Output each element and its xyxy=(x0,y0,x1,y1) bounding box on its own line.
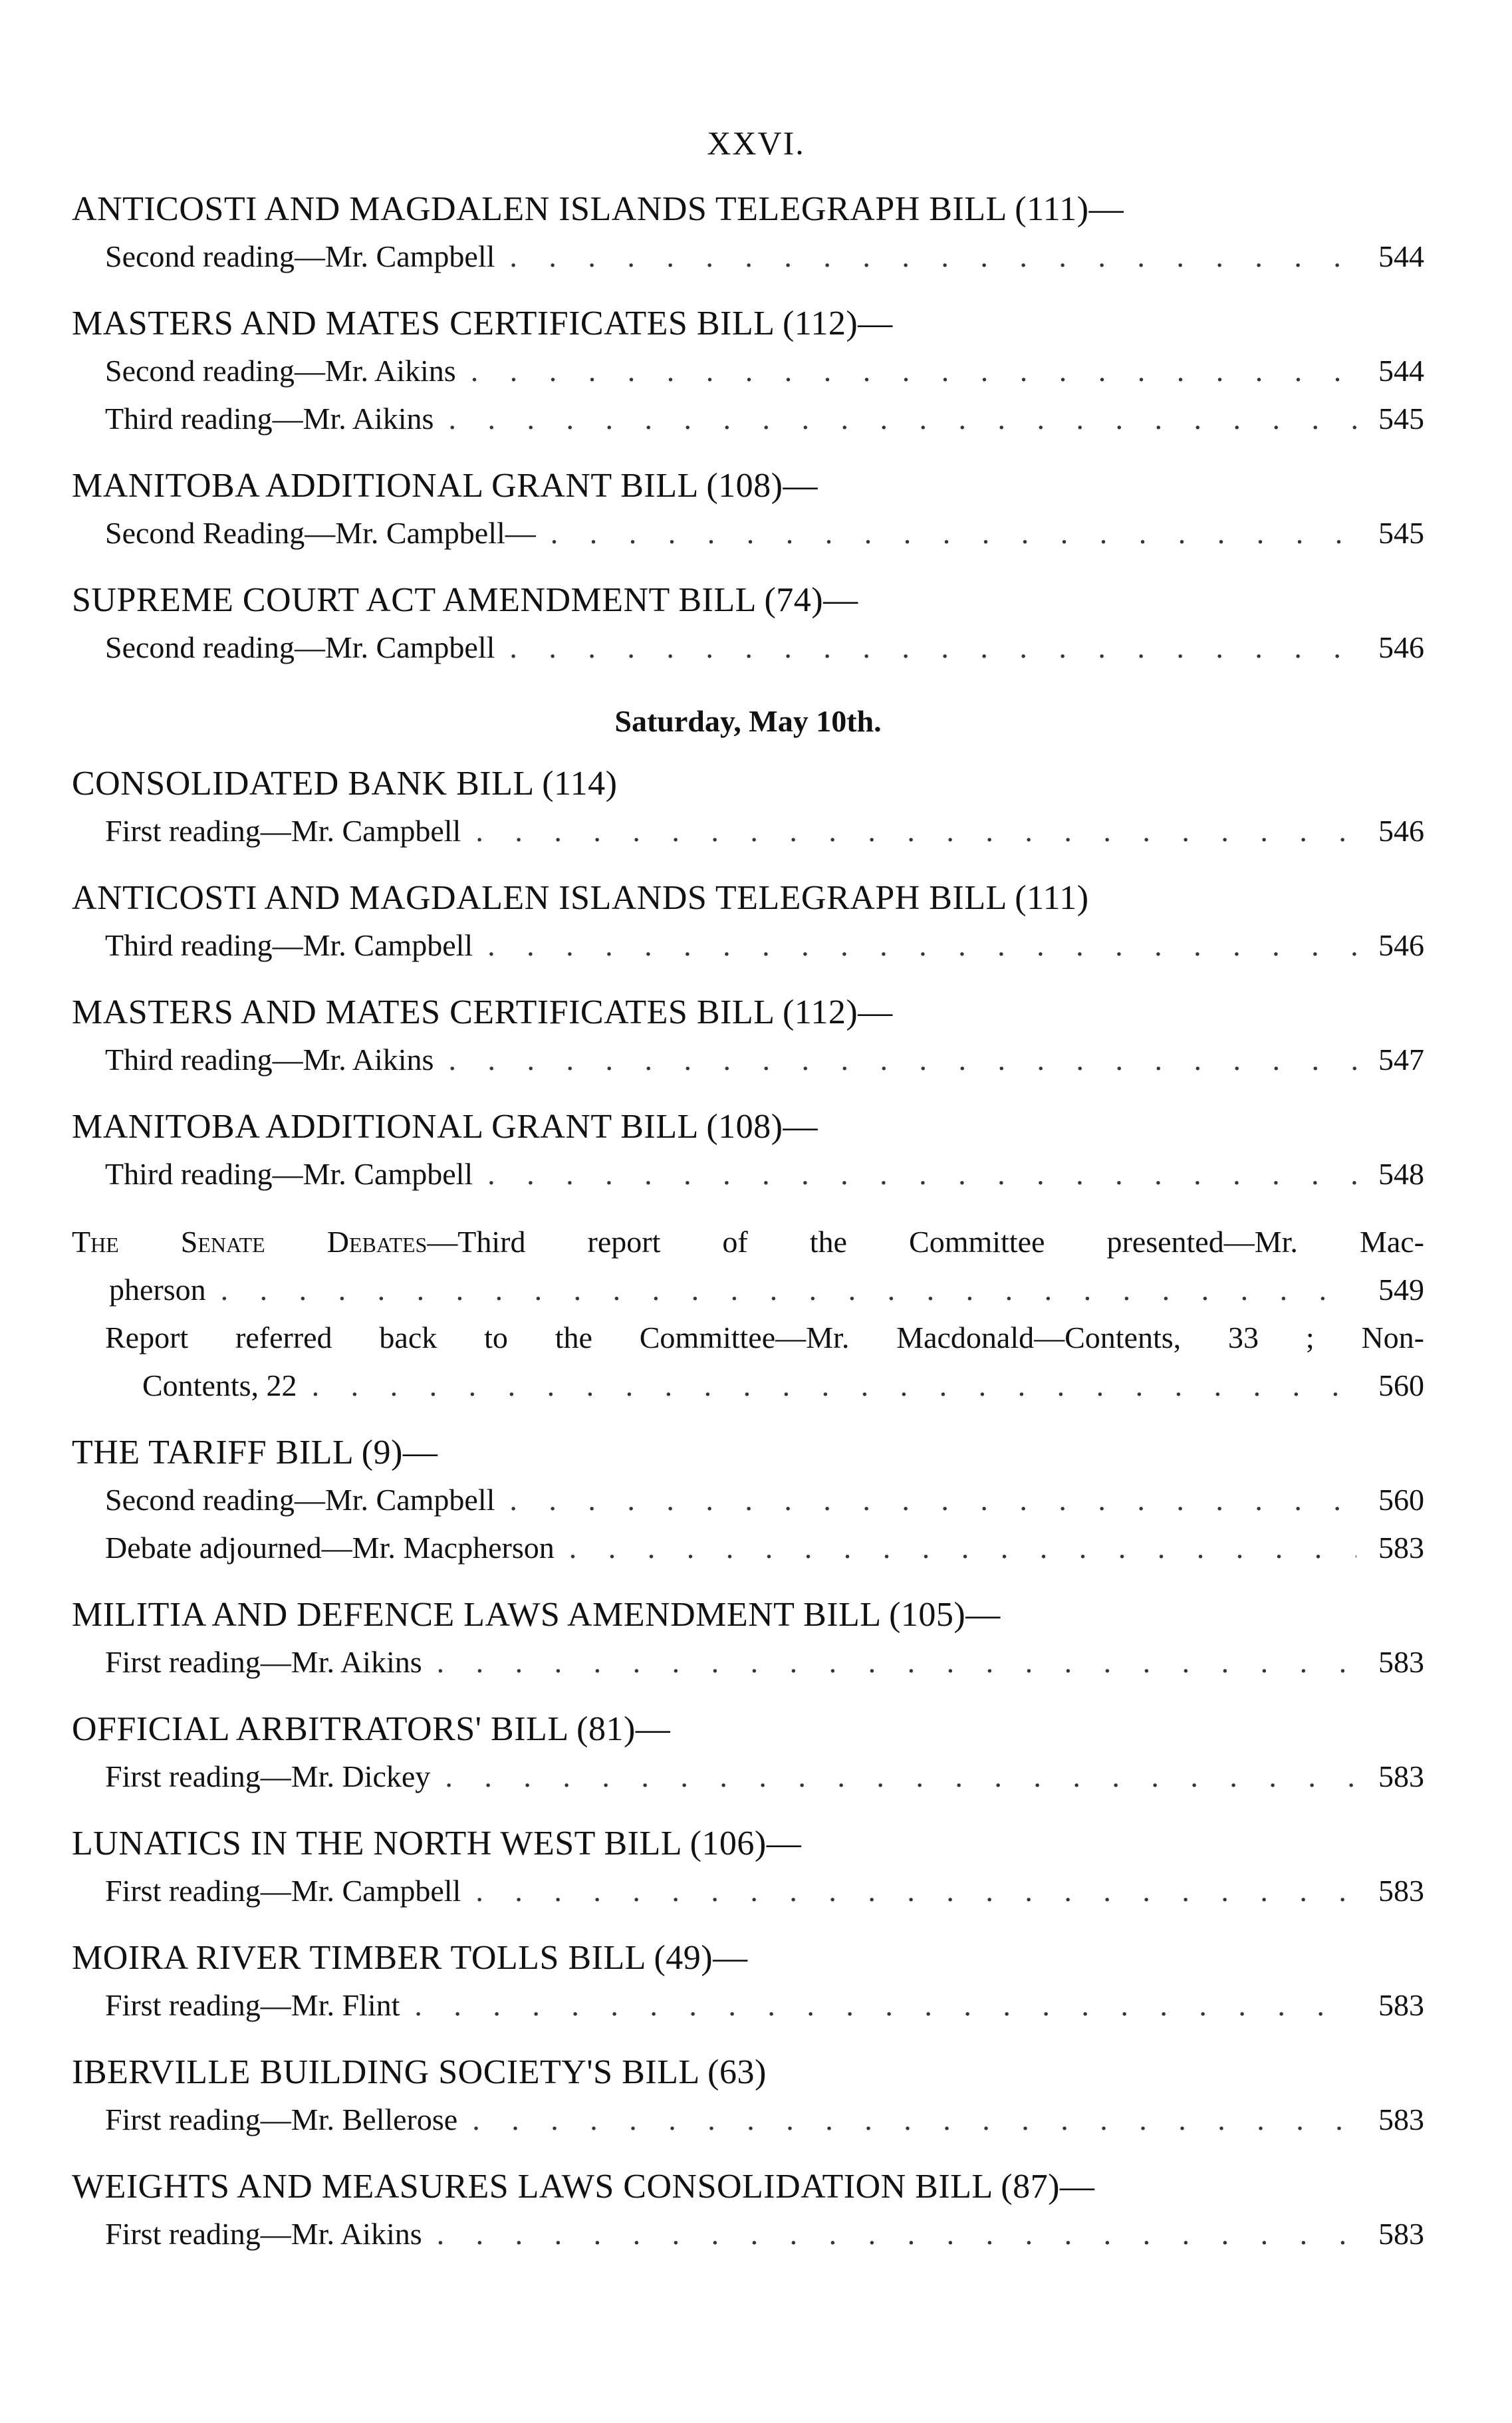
index-entry xyxy=(72,1036,1424,1084)
index-entry xyxy=(72,1867,1424,1915)
index-section xyxy=(72,875,1424,969)
senate-line-continued xyxy=(72,1266,1424,1314)
bill-heading: MASTERS AND MATES CERTIFICATES BILL (112)— xyxy=(72,993,893,1031)
entry-label: Third reading—Mr. Aikins xyxy=(105,402,434,436)
bill-heading: ANTICOSTI AND MAGDALEN ISLANDS TELEGRAPH BILL (111)— xyxy=(72,190,1124,228)
entry-label: pherson xyxy=(109,1273,206,1307)
dot-leader xyxy=(221,1266,1356,1314)
dot-leader xyxy=(551,509,1356,557)
dot-leader xyxy=(487,922,1356,969)
dot-leader xyxy=(509,1476,1356,1524)
entry-page-number: 548 xyxy=(1378,1157,1424,1191)
dot-leader xyxy=(448,395,1356,443)
entry-label: Debate adjourned—Mr. Macpherson xyxy=(105,1531,555,1565)
index-entry xyxy=(72,1981,1424,2029)
bill-heading: CONSOLIDATED BANK BILL (114) xyxy=(72,765,618,803)
dot-leader xyxy=(569,1524,1356,1572)
entry-label: First reading—Mr. Flint xyxy=(105,1988,400,2022)
entry-label: First reading—Mr. Aikins xyxy=(105,1645,422,1679)
entry-label: Third reading—Mr. Aikins xyxy=(105,1043,434,1077)
index-entry xyxy=(72,1150,1424,1198)
senate-line xyxy=(72,1218,1424,1266)
page-folio: XXVI. xyxy=(707,124,805,162)
dot-leader xyxy=(509,233,1356,281)
entry-label: Second reading—Mr. Campbell xyxy=(105,239,495,273)
index-entry xyxy=(72,624,1424,672)
bill-heading: THE TARIFF BILL (9)— xyxy=(72,1434,438,1471)
bill-heading: OFFICIAL ARBITRATORS' BILL (81)— xyxy=(72,1710,671,1748)
entry-page-number: 546 xyxy=(1378,814,1424,848)
index-section xyxy=(72,989,1424,1084)
bill-heading: ANTICOSTI AND MAGDALEN ISLANDS TELEGRAPH BILL (111) xyxy=(72,879,1089,917)
entry-page-number: 545 xyxy=(1378,516,1424,550)
entry-label: Second reading—Mr. Aikins xyxy=(105,354,456,388)
index-section xyxy=(72,1706,1424,1801)
index-section xyxy=(72,1430,1424,1572)
entry-page-number: 547 xyxy=(1378,1043,1424,1077)
index-content xyxy=(72,186,1424,2278)
senate-line-continued xyxy=(105,1362,1424,1410)
dot-leader xyxy=(437,1638,1356,1686)
entry-page-number: 583 xyxy=(1378,1759,1424,1793)
index-section xyxy=(72,2049,1424,2144)
entry-label: First reading—Mr. Campbell xyxy=(105,814,461,848)
index-section xyxy=(72,1821,1424,1915)
entry-page-number: 546 xyxy=(1378,630,1424,664)
entry-page-number: 583 xyxy=(1378,1531,1424,1565)
entry-label: Second reading—Mr. Campbell xyxy=(105,1483,495,1517)
index-entry xyxy=(72,2096,1424,2144)
index-section xyxy=(72,463,1424,557)
entry-label: Second reading—Mr. Campbell xyxy=(105,630,495,664)
entry-page-number: 544 xyxy=(1378,239,1424,273)
entry-label: Contents, 22 xyxy=(142,1368,297,1402)
dot-leader xyxy=(487,1150,1356,1198)
date-heading: Saturday, May 10th. xyxy=(614,704,882,738)
senate-debates-section xyxy=(72,1218,1424,1410)
index-entry xyxy=(72,1524,1424,1572)
index-entry xyxy=(72,1476,1424,1524)
dot-leader xyxy=(437,2210,1356,2258)
entry-label: Second Reading—Mr. Campbell— xyxy=(105,516,536,550)
entry-page-number: 583 xyxy=(1378,2103,1424,2136)
index-section xyxy=(72,2164,1424,2258)
dot-leader xyxy=(475,1867,1356,1915)
index-section xyxy=(72,577,1424,672)
bill-heading: MANITOBA ADDITIONAL GRANT BILL (108)— xyxy=(72,1108,818,1146)
entry-page-number: 545 xyxy=(1378,402,1424,436)
bill-heading: MILITIA AND DEFENCE LAWS AMENDMENT BILL (105)— xyxy=(72,1596,1001,1634)
index-section xyxy=(72,301,1424,443)
senate-line: Report referred back to the Committee—Mr. Macdonald—Contents, 33 ; Non- xyxy=(105,1321,1424,1354)
senate-entry xyxy=(72,1218,1424,1314)
bill-heading: SUPREME COURT ACT AMENDMENT BILL (74)— xyxy=(72,581,858,619)
index-entry xyxy=(72,233,1424,281)
dot-leader xyxy=(472,2096,1356,2144)
bill-heading: MANITOBA ADDITIONAL GRANT BILL (108)— xyxy=(72,467,818,505)
index-entry xyxy=(72,395,1424,443)
index-section xyxy=(72,1592,1424,1686)
bill-heading: MOIRA RIVER TIMBER TOLLS BILL (49)— xyxy=(72,1939,748,1977)
index-section xyxy=(72,186,1424,281)
index-entry xyxy=(72,807,1424,855)
entry-page-number: 583 xyxy=(1378,1645,1424,1679)
index-section xyxy=(72,1935,1424,2029)
index-entry xyxy=(72,1638,1424,1686)
entry-label: Third reading—Mr. Campbell xyxy=(105,928,473,962)
index-entry xyxy=(72,509,1424,557)
bill-heading: WEIGHTS AND MEASURES LAWS CONSOLIDATION BILL (87)— xyxy=(72,2168,1095,2206)
senate-entry xyxy=(72,1314,1424,1410)
entry-label: Third reading—Mr. Campbell xyxy=(105,1157,473,1191)
entry-label: First reading—Mr. Bellerose xyxy=(105,2103,458,2136)
entry-page-number: 560 xyxy=(1378,1368,1424,1402)
index-section xyxy=(72,761,1424,855)
senate-line-rest: —Third report of the Committee presented—Mr. Mac- xyxy=(427,1225,1424,1259)
dot-leader xyxy=(471,347,1356,395)
entry-label: First reading—Mr. Dickey xyxy=(105,1759,431,1793)
entry-page-number: 583 xyxy=(1378,1988,1424,2022)
index-entry xyxy=(72,1753,1424,1801)
entry-page-number: 544 xyxy=(1378,354,1424,388)
dot-leader xyxy=(448,1036,1356,1084)
dot-leader xyxy=(414,1981,1356,2029)
dot-leader xyxy=(509,624,1356,672)
entry-page-number: 583 xyxy=(1378,1874,1424,1908)
dot-leader xyxy=(312,1362,1356,1410)
entry-page-number: 546 xyxy=(1378,928,1424,962)
index-entry xyxy=(72,347,1424,395)
entry-page-number: 583 xyxy=(1378,2217,1424,2251)
bill-heading: LUNATICS IN THE NORTH WEST BILL (106)— xyxy=(72,1825,802,1862)
entry-label: First reading—Mr. Campbell xyxy=(105,1874,461,1908)
entry-label: First reading—Mr. Aikins xyxy=(105,2217,422,2251)
dot-leader xyxy=(475,807,1356,855)
index-entry xyxy=(72,922,1424,969)
bill-heading: IBERVILLE BUILDING SOCIETY'S BILL (63) xyxy=(72,2053,767,2091)
senate-heading: The Senate Debates xyxy=(72,1225,428,1259)
entry-page-number: 549 xyxy=(1378,1273,1424,1307)
entry-page-number: 560 xyxy=(1378,1483,1424,1517)
index-entry xyxy=(72,2210,1424,2258)
bill-heading: MASTERS AND MATES CERTIFICATES BILL (112)— xyxy=(72,305,893,342)
index-section xyxy=(72,1104,1424,1198)
dot-leader xyxy=(445,1753,1356,1801)
